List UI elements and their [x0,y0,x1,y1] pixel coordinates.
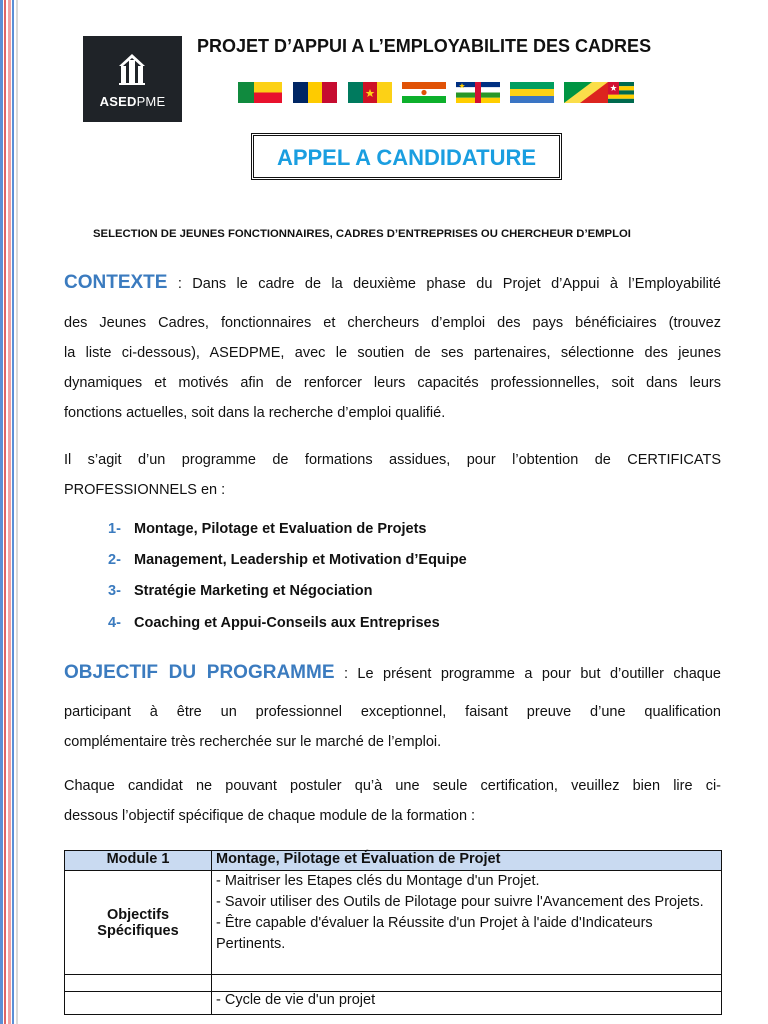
objectif-body [64,697,721,757]
list-item: 2- Management, Leadership et Motivation d’Equipe [108,552,467,568]
cameroon-flag [348,82,392,103]
subtitle: SELECTION DE JEUNES FONCTIONNAIRES, CADRES D’ENTREPRISES OU CHERCHEUR D’EMPLOI [93,228,631,240]
contexte-line: dynamiques et motivés afin de renforcer leurs capacités professionnelles, soit dans leurs [64,375,721,391]
module-table [64,850,722,1015]
table-row [65,871,722,975]
objectif-line: complémentaire très recherchée sur le marché de l’emploi. [64,734,442,750]
candidat-paragraph [64,771,721,831]
module-number-cell: Module 1 [65,851,212,871]
stripe-pink [8,0,11,1024]
niger-flag [402,82,446,103]
empty-cell [212,975,722,992]
empty-cell [65,992,212,1015]
contexte-first-line [64,268,721,298]
empty-cell [65,975,212,992]
contexte-heading: CONTEXTE [64,272,168,293]
programme-paragraph [64,445,721,505]
programme-line: PROFESSIONNELS en : [64,482,226,498]
list-item: 1- Montage, Pilotage et Evaluation de Projets [108,521,427,537]
list-item: 4- Coaching et Appui-Conseils aux Entreprises [108,615,440,631]
stripe-blue-1 [0,0,3,1024]
programme-line: Il s’agit d’un programme de formations assidues, pour l’obtention de CERTIFICATS [64,452,721,468]
contexte-body [64,308,721,428]
call-for-applications-title: APPEL A CANDIDATURE [276,145,537,170]
project-title: PROJET D’APPUI A L’EMPLOYABILITE DES CADRES [197,36,652,56]
objectifs-label-cell: Objectifs Spécifiques [65,871,212,975]
contexte-line: la liste ci-dessous), ASEDPME, avec le soutien de ses partenaires, sélectionne des jeunes [64,345,721,361]
contexte-line: des Jeunes Cadres, fonctionnaires et chercheurs d’emploi des pays bénéficiaires (trouvez [64,315,721,331]
congo-flag [564,82,608,103]
contexte-paragraph [64,268,721,298]
contexte-line1-text: : Dans le cadre de la deuxième phase du Projet d’Appui à l’Employabilité [167,276,721,292]
candidat-line: dessous l’objectif spécifique de chaque module de la formation : [64,808,476,824]
contenu-cell: - Cycle de vie d'un projet [212,992,722,1015]
table-row [65,992,722,1015]
objectif-line: participant à être un professionnel exceptionnel, faisant preuve d’une qualification [64,704,721,720]
objectifs-content-cell: - Maitriser les Etapes clés du Montage d'un Projet. - Savoir utiliser des Outils de Pilotage pour suivre l'Avancement des Projets. - Être capable d'évaluer la Réussite d'un Projet à l'aide d'Indicateurs Pertinents. [212,871,722,975]
logo-wordmark: ASEDPME [99,94,166,109]
contexte-line: fonctions actuelles, soit dans la recherche d’emploi qualifié. [64,405,446,421]
objectif-first-line [64,658,721,688]
list-item: 3- Stratégie Marketing et Négociation [108,583,373,599]
objectif-paragraph [64,658,721,688]
left-border-stripes [0,0,22,1024]
objectif-line1-text: : Le présent programme a pour but d’outiller chaque [334,666,721,682]
gabon-flag [510,82,554,103]
candidat-line: Chaque candidat ne pouvant postuler qu’à une seule certification, veuillez bien lire ci- [64,778,721,794]
togo-flag [608,82,652,103]
chad-flag [293,82,337,103]
stripe-grey [16,0,18,1024]
stripe-blue-2 [12,0,14,1024]
building-icon [83,36,182,122]
asedpme-logo [83,36,182,122]
call-for-applications-box [251,133,562,180]
benin-flag [238,82,282,103]
central-african-republic-flag [456,82,500,103]
module-title-cell: Montage, Pilotage et Évaluation de Projet [212,851,722,871]
objectif-heading: OBJECTIF DU PROGRAMME [64,662,335,683]
table-row [65,975,722,992]
stripe-red-1 [4,0,6,1024]
table-header-row [65,851,722,871]
